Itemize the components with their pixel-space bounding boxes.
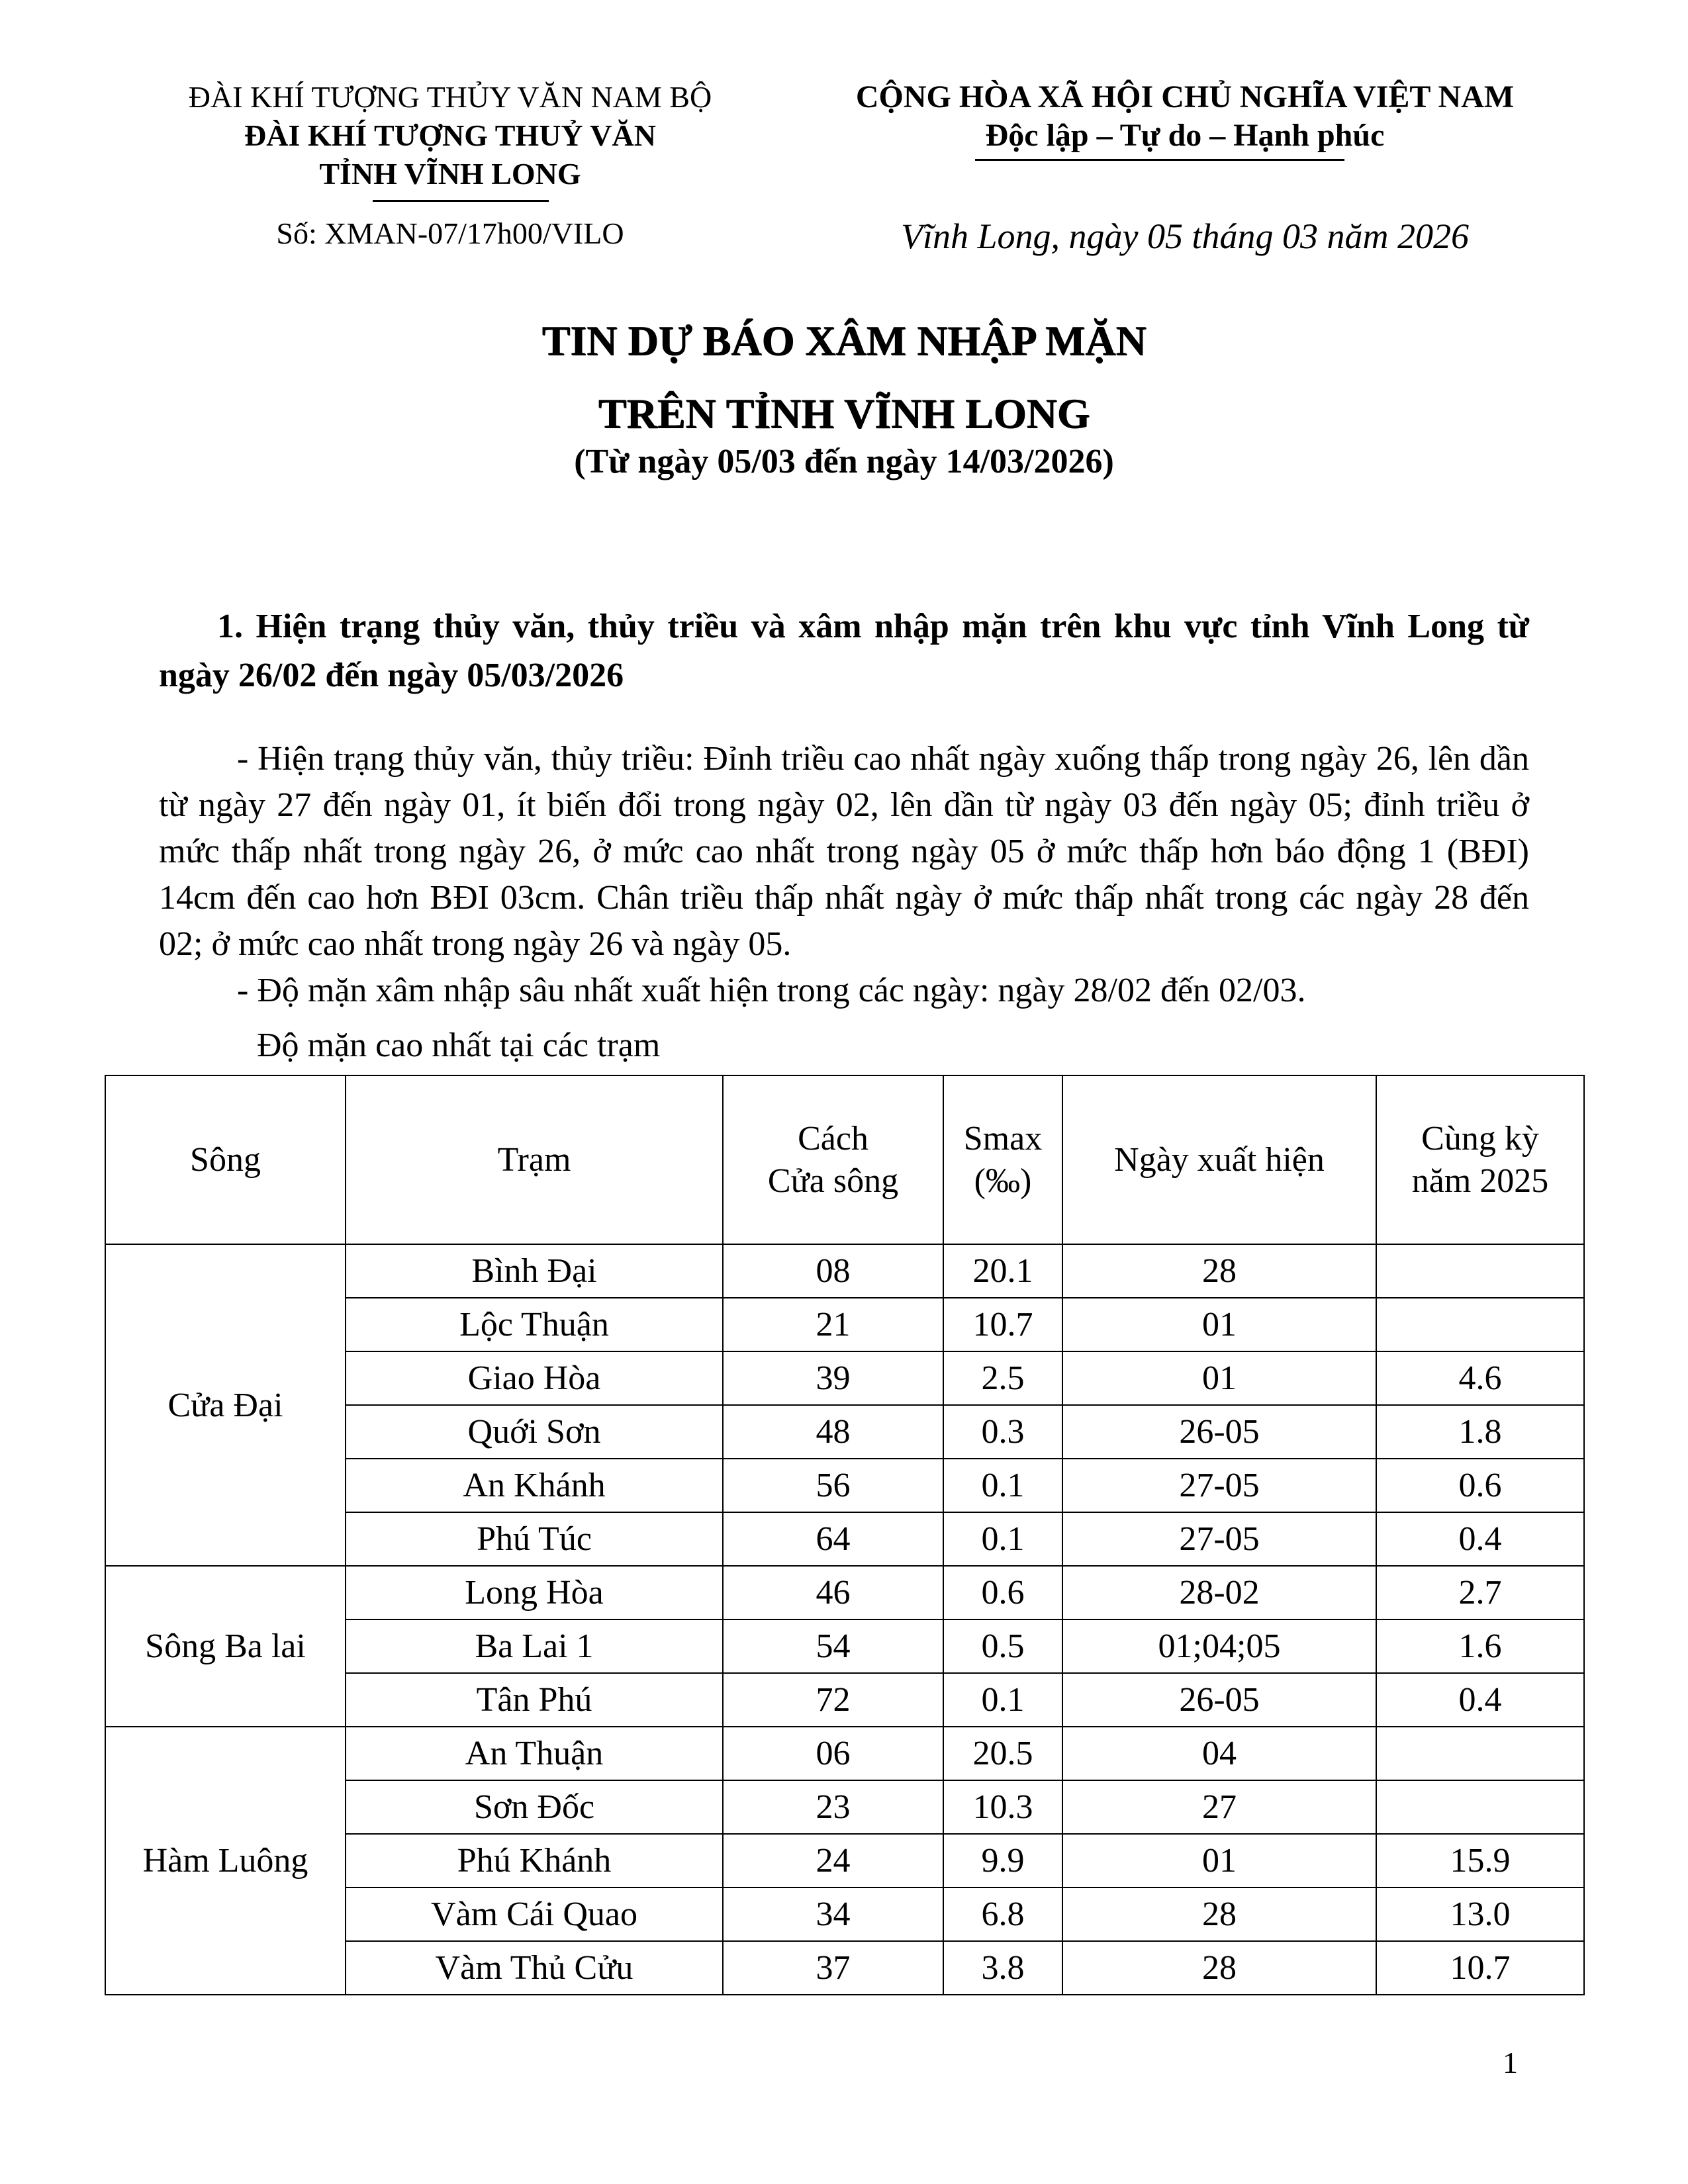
paragraph-salinity: - Độ mặn xâm nhập sâu nhất xuất hiện trong các ngày: ngày 28/02 đến 02/03. <box>237 972 1306 1009</box>
agency-block <box>146 78 755 193</box>
date-cell: 26-05 <box>1062 1673 1376 1727</box>
date-cell: 27-05 <box>1062 1459 1376 1512</box>
date-cell: 26-05 <box>1062 1405 1376 1459</box>
river-cell: Hàm Luông <box>105 1727 346 1995</box>
distance-cell: 48 <box>723 1405 943 1459</box>
distance-cell: 21 <box>723 1298 943 1351</box>
station-cell: Phú Túc <box>346 1512 723 1566</box>
document-period: (Từ ngày 05/03 đến ngày 14/03/2026) <box>574 443 1114 480</box>
river-cell: Cửa Đại <box>105 1244 346 1566</box>
header-distance <box>723 1075 943 1244</box>
date-cell: 01 <box>1062 1834 1376 1888</box>
smax-cell: 10.3 <box>943 1780 1062 1834</box>
smax-cell: 9.9 <box>943 1834 1062 1888</box>
distance-cell: 37 <box>723 1941 943 1995</box>
section-1-heading: 1. Hiện trạng thủy văn, thủy triều và xâm nhập mặn trên khu vực tỉnh Vĩnh Long từ ngày 26/02 đến ngày 05/03/2026 <box>159 608 1529 694</box>
distance-cell: 54 <box>723 1619 943 1673</box>
nation-block <box>794 78 1575 155</box>
smax-cell: 20.5 <box>943 1727 1062 1780</box>
motto-underline <box>975 159 1344 161</box>
smax-cell: 0.1 <box>943 1512 1062 1566</box>
smax-cell: 0.5 <box>943 1619 1062 1673</box>
distance-cell: 23 <box>723 1780 943 1834</box>
smax-cell: 2.5 <box>943 1351 1062 1405</box>
date-cell: 28 <box>1062 1244 1376 1298</box>
header-previous-line-2: năm 2025 <box>1411 1161 1549 1200</box>
smax-cell: 0.3 <box>943 1405 1062 1459</box>
salinity-table <box>105 1075 1585 1995</box>
header-smax-line-2: (‰) <box>974 1161 1032 1200</box>
date-cell: 27 <box>1062 1780 1376 1834</box>
place-date: Vĩnh Long, ngày 05 tháng 03 năm 2026 <box>901 216 1469 256</box>
previous-year-cell <box>1376 1727 1584 1780</box>
document-number: Số: XMAN-07/17h00/VILO <box>276 216 624 250</box>
distance-cell: 34 <box>723 1888 943 1941</box>
header-previous-line-1: Cùng kỳ <box>1421 1119 1539 1158</box>
previous-year-cell: 15.9 <box>1376 1834 1584 1888</box>
distance-cell: 72 <box>723 1673 943 1727</box>
paragraph-hydrology: - Hiện trạng thủy văn, thủy triều: Đỉnh triều cao nhất ngày xuống thấp trong ngày 26, lên dần từ ngày 27 đến ngày 01, ít biến đổi trong ngày 02, lên dần từ ngày 03 đến ngày 05; đỉnh triều ở mức thấp nhất trong ngày 26, ở mức cao nhất trong ngày 05 ở mức thấp hơn báo động 1 (BĐI) 14cm đến cao hơn BĐI 03cm. Chân triều thấp nhất ngày ở mức thấp nhất trong các ngày 28 đến 02; ở mức cao nhất trong ngày 26 và ngày 05. <box>159 740 1529 963</box>
station-cell: An Khánh <box>346 1459 723 1512</box>
header-river: Sông <box>105 1075 346 1244</box>
distance-cell: 64 <box>723 1512 943 1566</box>
smax-cell: 20.1 <box>943 1244 1062 1298</box>
river-cell: Sông Ba lai <box>105 1566 346 1727</box>
smax-cell: 0.1 <box>943 1673 1062 1727</box>
station-cell: Quới Sơn <box>346 1405 723 1459</box>
document-title-line-2: TRÊN TỈNH VĨNH LONG <box>598 390 1090 437</box>
header-distance-line-2: Cửa sông <box>767 1161 899 1200</box>
previous-year-cell: 10.7 <box>1376 1941 1584 1995</box>
previous-year-cell: 4.6 <box>1376 1351 1584 1405</box>
nation-line-2: Độc lập – Tự do – Hạnh phúc <box>985 118 1385 153</box>
table-row <box>105 1566 1584 1619</box>
previous-year-cell: 1.8 <box>1376 1405 1584 1459</box>
header-smax <box>943 1075 1062 1244</box>
previous-year-cell <box>1376 1244 1584 1298</box>
smax-cell: 6.8 <box>943 1888 1062 1941</box>
station-cell: Phú Khánh <box>346 1834 723 1888</box>
nation-line-1: CỘNG HÒA XÃ HỘI CHỦ NGHĨA VIỆT NAM <box>855 79 1515 114</box>
station-cell: An Thuận <box>346 1727 723 1780</box>
station-cell: Bình Đại <box>346 1244 723 1298</box>
distance-cell: 46 <box>723 1566 943 1619</box>
table-row <box>105 1244 1584 1298</box>
distance-cell: 08 <box>723 1244 943 1298</box>
date-cell: 01 <box>1062 1351 1376 1405</box>
station-cell: Vàm Thủ Cửu <box>346 1941 723 1995</box>
smax-cell: 10.7 <box>943 1298 1062 1351</box>
distance-cell: 06 <box>723 1727 943 1780</box>
page-number: 1 <box>1503 2046 1518 2079</box>
station-cell: Giao Hòa <box>346 1351 723 1405</box>
date-cell: 01;04;05 <box>1062 1619 1376 1673</box>
station-cell: Lộc Thuận <box>346 1298 723 1351</box>
date-cell: 27-05 <box>1062 1512 1376 1566</box>
previous-year-cell <box>1376 1780 1584 1834</box>
distance-cell: 56 <box>723 1459 943 1512</box>
previous-year-cell: 0.4 <box>1376 1512 1584 1566</box>
distance-cell: 39 <box>723 1351 943 1405</box>
station-cell: Vàm Cái Quao <box>346 1888 723 1941</box>
table-caption: Độ mặn cao nhất tại các trạm <box>257 1026 661 1064</box>
header-distance-line-1: Cách <box>798 1119 868 1158</box>
table-header-row <box>105 1075 1584 1244</box>
distance-cell: 24 <box>723 1834 943 1888</box>
date-cell: 28 <box>1062 1941 1376 1995</box>
station-cell: Long Hòa <box>346 1566 723 1619</box>
document-title-line-1: TIN DỰ BÁO XÂM NHẬP MẶN <box>541 317 1147 364</box>
previous-year-cell: 2.7 <box>1376 1566 1584 1619</box>
header-smax-line-1: Smax <box>963 1119 1043 1158</box>
date-cell: 04 <box>1062 1727 1376 1780</box>
header-previous-year <box>1376 1075 1584 1244</box>
agency-line-1: ĐÀI KHÍ TƯỢNG THỦY VĂN NAM BỘ <box>188 80 712 114</box>
previous-year-cell <box>1376 1298 1584 1351</box>
smax-cell: 3.8 <box>943 1941 1062 1995</box>
agency-line-2: ĐÀI KHÍ TƯỢNG THUỶ VĂN <box>244 118 656 152</box>
previous-year-cell: 13.0 <box>1376 1888 1584 1941</box>
table-body <box>105 1244 1584 1995</box>
table-row <box>105 1727 1584 1780</box>
station-cell: Sơn Đốc <box>346 1780 723 1834</box>
header-station: Trạm <box>346 1075 723 1244</box>
date-cell: 28-02 <box>1062 1566 1376 1619</box>
date-cell: 28 <box>1062 1888 1376 1941</box>
smax-cell: 0.1 <box>943 1459 1062 1512</box>
date-cell: 01 <box>1062 1298 1376 1351</box>
agency-line-3: TỈNH VĨNH LONG <box>319 157 581 191</box>
header-date: Ngày xuất hiện <box>1062 1075 1376 1244</box>
smax-cell: 0.6 <box>943 1566 1062 1619</box>
previous-year-cell: 0.6 <box>1376 1459 1584 1512</box>
station-cell: Tân Phú <box>346 1673 723 1727</box>
previous-year-cell: 0.4 <box>1376 1673 1584 1727</box>
agency-underline <box>373 200 549 202</box>
station-cell: Ba Lai 1 <box>346 1619 723 1673</box>
previous-year-cell: 1.6 <box>1376 1619 1584 1673</box>
